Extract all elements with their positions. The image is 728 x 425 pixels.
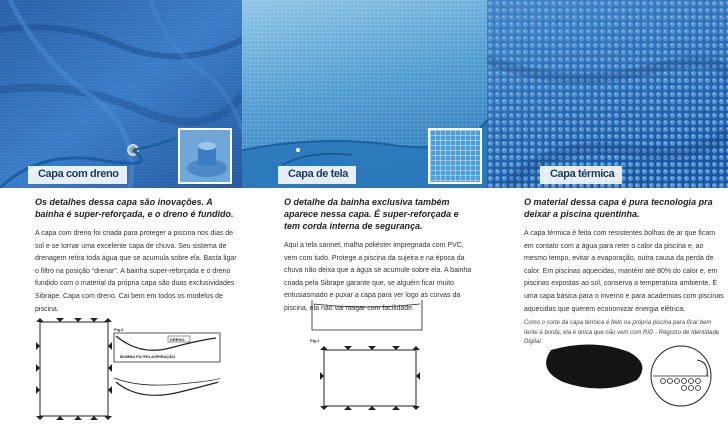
section-tag: Capa térmica (540, 166, 622, 184)
inset-drain-detail (178, 128, 232, 184)
note-text: Como o corte da capa térmica é feito na própria piscina para ficar bem rente à borda, ela é única que não vem com RID - Registro de Identidade Digital. (524, 320, 720, 346)
lead-text: Os detalhes dessa capa são inovações. A bainha é super-reforçada, e o dreno é fundido. (35, 197, 234, 219)
text-block (524, 196, 724, 348)
photo-bubble-cover (487, 0, 728, 188)
diagram-label-dreno: DRENO (170, 337, 185, 342)
section-tag: Capa com dreno (28, 166, 127, 184)
column-capa-de-tela (242, 0, 487, 425)
body-text: A capa térmica é feita com resistentes bolhas de ar que ficam em contato com a água para reter o calor da piscina e, ao mesmo tempo, evitar a evaporação, outra causa da perda de calor. Em piscinas aquecidas, mantém até 80% do calor e, em piscinas expostas ao sol, conserva a temperatura ambiente. É uma capa básica para o inverno e para academias com piscinas aquecidas que querem economizar energia elétrica. (524, 230, 724, 313)
lead-text: O detalhe da bainha exclusiva também aparece nessa capa. É super-reforçada e tem corda interna de segurança. (284, 197, 459, 231)
body-text: Aqui a tela sannet, malha poliéster impregnada com PVC, vem com tudo. Protege a piscina da sujeira e na época da chuva não deixa que a água se acumule sobre ela. A bainha criada pela Sibrape garante que, se alguém ficar muito entusiasmado e puxar a capa para ver logo as curvas da piscina, ela não vai rasgar com facilidade. (284, 242, 472, 312)
diagram-thermal-pool (533, 330, 723, 425)
text-block (35, 196, 238, 316)
diagram-mesh-pool (308, 296, 448, 425)
lead-text: O material dessa capa é pura tecnologia pra deixar a piscina quentinha. (524, 197, 713, 219)
inset-mesh-detail (428, 128, 482, 184)
diagram-drain-pool (30, 318, 230, 425)
diagram-label-fig: Fig.2 (114, 327, 124, 332)
column-capa-com-dreno (0, 0, 242, 425)
body-text: A capa com dreno foi criada para proteger a piscina nos dias de sol e se tornar uma excelente capa de chuva. Seu sistema de drenagem retira toda água que se acumula sobre ela. Basta ligar o filtro na posição “drenar”. A bainha super-reforçada e o dreno fundido com o material da própria capa são duas exclusividades Sibrape. Capa com dreno. Cai bem em todos os modelos de piscina. (35, 230, 237, 313)
diagram-label-pump: BOMBA FILTRO ASPIRAÇÃO (120, 354, 176, 359)
diagram-label-fig: Fig.1 (310, 338, 320, 343)
column-capa-termica (487, 0, 728, 425)
section-tag: Capa de tela (278, 166, 356, 184)
